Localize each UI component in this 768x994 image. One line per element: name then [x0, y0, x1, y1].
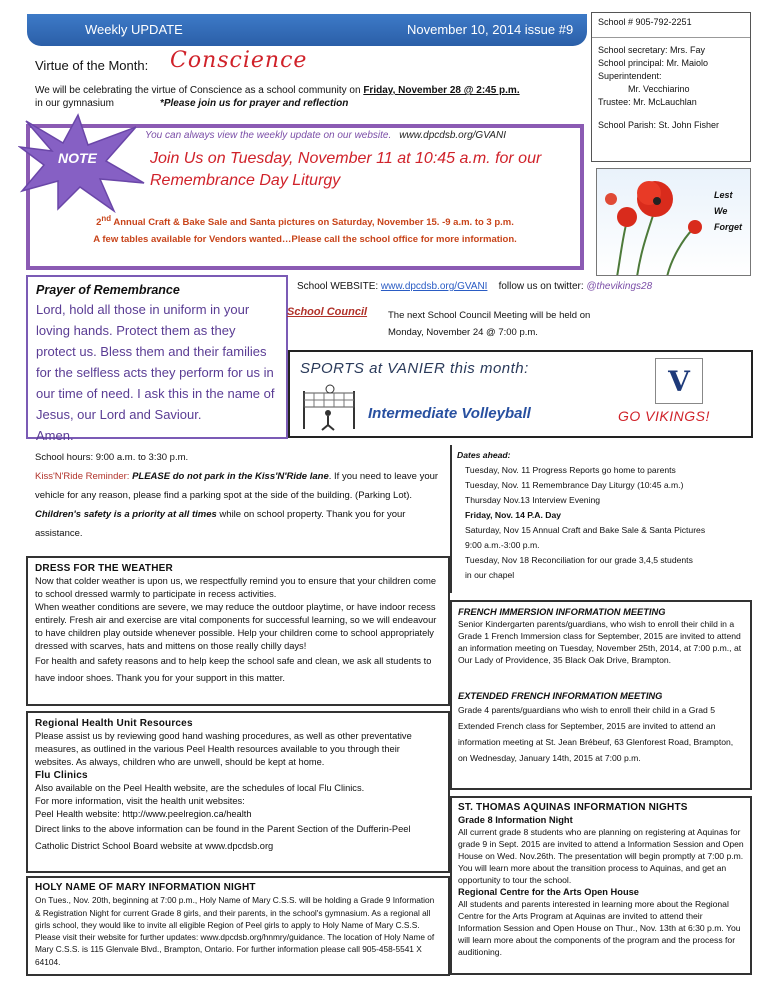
craft-sale-text	[40, 210, 570, 248]
school-hours-block	[35, 448, 447, 543]
ext-french-title: EXTENDED FRENCH INFORMATION MEETING	[458, 691, 663, 701]
weekly-update-title: Weekly UPDATE	[85, 22, 183, 37]
forget-line: Forget	[714, 222, 742, 232]
school-info-box	[591, 12, 751, 162]
web-url-link[interactable]: www.dpcdsb.org/GVANI	[399, 130, 506, 141]
holy-body: On Tues., Nov. 20th, beginning at 7:00 p.m., Holy Name of Mary C.S.S. will be holding a Grade 9 Information & Registration Night for current Grade 8 girls, and their parents, in the school's gymnasium. As a regional all girls school, they would like to invite all eligible Region of Peel girls to apply to Holy Name of Mary C.S.S. Please visit their website for further updates: www.dpcdsb.org/hnmry/guidance. The location of Holy Name of Mary C.S.S. is 115 Glenvale Blvd., Brampton, Ontario. For further information please call 905-458-5541 X 64104.	[35, 895, 435, 967]
virtue-label: Virtue of the Month:	[35, 58, 149, 73]
website-link[interactable]: www.dpcdsb.org/GVANI	[380, 281, 488, 292]
header-banner	[27, 14, 587, 46]
weather-p2: When weather conditions are severe, we may reduce the outdoor playtime, or have indoor recess entirely. Fresh air and exercise are vital components for successful learning, so we will endeavour to have children play outside whenever possible. Help your children come to school appropriately dressed with scarves, hats and mittens on those really chilly days!	[35, 602, 437, 651]
safety-bold: Children's safety is a priority at all times	[35, 509, 217, 520]
join-line	[35, 98, 348, 109]
holy-title: HOLY NAME OF MARY INFORMATION NIGHT	[35, 882, 256, 893]
poppy-image	[596, 168, 751, 276]
craft-num: 2	[96, 217, 102, 229]
virtue-word: Conscience	[170, 48, 308, 73]
prayer-amen: Amen.	[36, 428, 74, 443]
sport-event: Intermediate Volleyball	[368, 405, 531, 422]
health-p5: Direct links to the above information can be found in the Parent Section of the Dufferin-Peel Catholic District School Board website at www.dpcdsb.org	[35, 824, 411, 851]
holy-name-box	[26, 876, 450, 976]
kiss-rest: . If you need to leave your vehicle for any reason, please find a parking spot at the side of the building. (Parking Lot).	[35, 471, 439, 501]
go-vikings: GO VIKINGS!	[618, 408, 710, 424]
prayer-box	[26, 275, 288, 443]
dates-ahead	[450, 445, 750, 593]
health-p4: Peel Health website: http://www.peelregion.ca/health	[35, 809, 252, 819]
health-box	[26, 711, 450, 873]
we-line: We	[714, 206, 728, 216]
divider	[592, 37, 750, 38]
health-p1: Please assist us by reviewing good hand washing procedures, as well as other preventative measures, as outlined in the various Peel Health resources available to you through their websites. As always, children who are unwell, should be kept at home.	[35, 731, 412, 767]
gym-text: in our gymnasium	[35, 98, 114, 109]
date-item: Tuesday, Nov 18 Reconciliation for our grade 3,4,5 students	[465, 555, 693, 565]
kiss-bold: PLEASE do not park in the Kiss'N'Ride lane	[132, 471, 329, 482]
flu-title: Flu Clinics	[35, 770, 88, 781]
ext-french-body: Grade 4 parents/guardians who wish to enroll their child in a Grad 5 Extended French class for September, 2015 are invited to attend an information meeting at St. Jean Brébeuf, 63 Glenforest Road, Brampton, on Wednesday, January 14th, 2015 at 7:00 p.m.	[458, 705, 734, 763]
thomas-title: ST. THOMAS AQUINAS INFORMATION NIGHTS	[458, 802, 688, 813]
date-item: 9:00 a.m.-3:00 p.m.	[465, 540, 540, 550]
weather-p1: Now that colder weather is upon us, we respectfully remind you to ensure that your children come to school dressed warmly to participate in recess activities.	[35, 576, 437, 599]
volleyball-net-icon	[300, 383, 358, 431]
school-secretary: School secretary: Mrs. Fay	[598, 45, 706, 55]
school-council-label: School Council	[287, 306, 368, 318]
school-phone: School # 905-792-2251	[598, 17, 692, 27]
weather-title: DRESS FOR THE WEATHER	[35, 563, 173, 574]
celebrate-lead: We will be celebrating the virtue of Conscience as a school community on	[35, 85, 364, 96]
issue-date: November 10, 2014 issue #9	[407, 22, 574, 37]
twitter-label: follow us on twitter:	[498, 281, 584, 292]
council-meeting	[388, 307, 590, 341]
lest-we-forget	[714, 187, 742, 235]
date-item: in our chapel	[465, 570, 515, 580]
kiss-n-ride	[35, 467, 447, 505]
superintendent-name: Mr. Vecchiarino	[628, 84, 690, 94]
twitter-handle[interactable]: @thevikings28	[586, 281, 653, 292]
dates-list	[457, 463, 750, 583]
french-body: Senior Kindergarten parents/guardians, who wish to enroll their child in a Grade 1 French Immersion class for September, 2015 are invited to attend an information meeting on Tuesday, November 25th, 2014, at 7:00 p.m., at Our Lady of Providence, 35 Black Oak Drive, Brampton.	[458, 619, 742, 665]
school-parish: School Parish: St. John Fisher	[598, 120, 720, 130]
website-line	[297, 281, 652, 292]
lest-line: Lest	[714, 190, 733, 200]
grade8-title: Grade 8 Information Night	[458, 815, 573, 825]
french-box	[450, 600, 752, 790]
sports-title: SPORTS at VANIER this month:	[300, 360, 529, 377]
school-hours: School hours: 9:00 a.m. to 3:30 p.m.	[35, 452, 189, 463]
craft-line-1	[40, 210, 570, 231]
website-label: School WEBSITE:	[297, 281, 379, 292]
date-item: Tuesday, Nov. 11 Remembrance Day Liturgy (10:45 a.m.)	[465, 480, 684, 490]
safety-rest: while on school property. Thank you for your assistance.	[35, 509, 406, 539]
thomas-box	[450, 796, 752, 975]
craft-sup: nd	[101, 214, 112, 223]
remembrance-invite: Join Us on Tuesday, November 11 at 10:45 a.m. for our Remembrance Day Liturgy	[150, 150, 542, 189]
date-item: Saturday, Nov 15 Annual Craft and Bake Sale & Santa Pictures	[465, 525, 706, 535]
date-item: Tuesday, Nov. 11 Progress Reports go home to parents	[465, 465, 676, 475]
arts-title: Regional Centre for the Arts Open House	[458, 887, 639, 897]
craft-line-2: A few tables available for Vendors wanted…Please call the school office for more information.	[93, 234, 517, 246]
dates-title: Dates ahead:	[457, 450, 511, 460]
note-badge: NOTE	[58, 150, 97, 166]
grade8-body: All current grade 8 students who are planning on registering at Aquinas for grade 9 in Sept. 2015 are invited to attend a Information Session and Open House on Wed. Nov.26th. The presentation will begin promptly at 7:00 p.m. You will learn more about the transition process to Aquinas, and get an opportunity to tour the school.	[458, 827, 744, 885]
council-line-2: Monday, November 24 @ 7:00 p.m.	[388, 327, 538, 338]
celebrate-text	[35, 83, 520, 98]
superintendent-label: Superintendent:	[598, 71, 662, 81]
prayer-title: Prayer of Remembrance	[36, 283, 180, 297]
date-item: Thursday Nov.13 Interview Evening	[465, 495, 601, 505]
school-principal: School principal: Mr. Maiolo	[598, 58, 709, 68]
health-p3: For more information, visit the health unit websites:	[35, 796, 245, 806]
weather-box	[26, 556, 450, 706]
council-line-1: The next School Council Meeting will be held on	[388, 310, 591, 321]
weather-p3: For health and safety reasons and to help keep the school safe and clean, we ask all students to have indoor shoes. Thank you for your support in this matter.	[35, 656, 432, 683]
kiss-label: Kiss'N'Ride Reminder:	[35, 471, 130, 482]
web-text: You can always view the weekly update on our website.	[145, 130, 392, 141]
web-line	[145, 130, 506, 141]
date-item: Friday, Nov. 14 P.A. Day	[465, 510, 562, 520]
arts-body: All students and parents interested in learning more about the Regional Centre for the Arts Program at Aquinas are invited to attend their Information Session and Open House on Thur., Nov. 13th at 6:30 p.m. You will learn more about the components of the program and the process for auditioning.	[458, 899, 741, 957]
safety-note	[35, 505, 447, 543]
join-prayer: *Please join us for prayer and reflection	[159, 98, 349, 109]
celebrate-date: Friday, November 28 @ 2:45 p.m.	[363, 85, 520, 96]
vikings-logo: V	[655, 358, 703, 404]
health-title: Regional Health Unit Resources	[35, 718, 193, 729]
craft-line-1-text: Annual Craft & Bake Sale and Santa pictures on Saturday, November 15. -9 a.m. to 3 p.m.	[111, 217, 514, 229]
trustee: Trustee: Mr. McLauchlan	[598, 97, 697, 107]
health-p2: Also available on the Peel Health website, are the schedules of local Flu Clinics.	[35, 783, 365, 793]
prayer-body: Lord, hold all those in uniform in your loving hands. Protect them as they protect us. Bless them and their families for the selfless acts they perform for us in our time of need. I ask this in the name of Jesus, our Lord and Saviour.	[36, 302, 275, 422]
french-title: FRENCH IMMERSION INFORMATION MEETING	[458, 607, 666, 617]
